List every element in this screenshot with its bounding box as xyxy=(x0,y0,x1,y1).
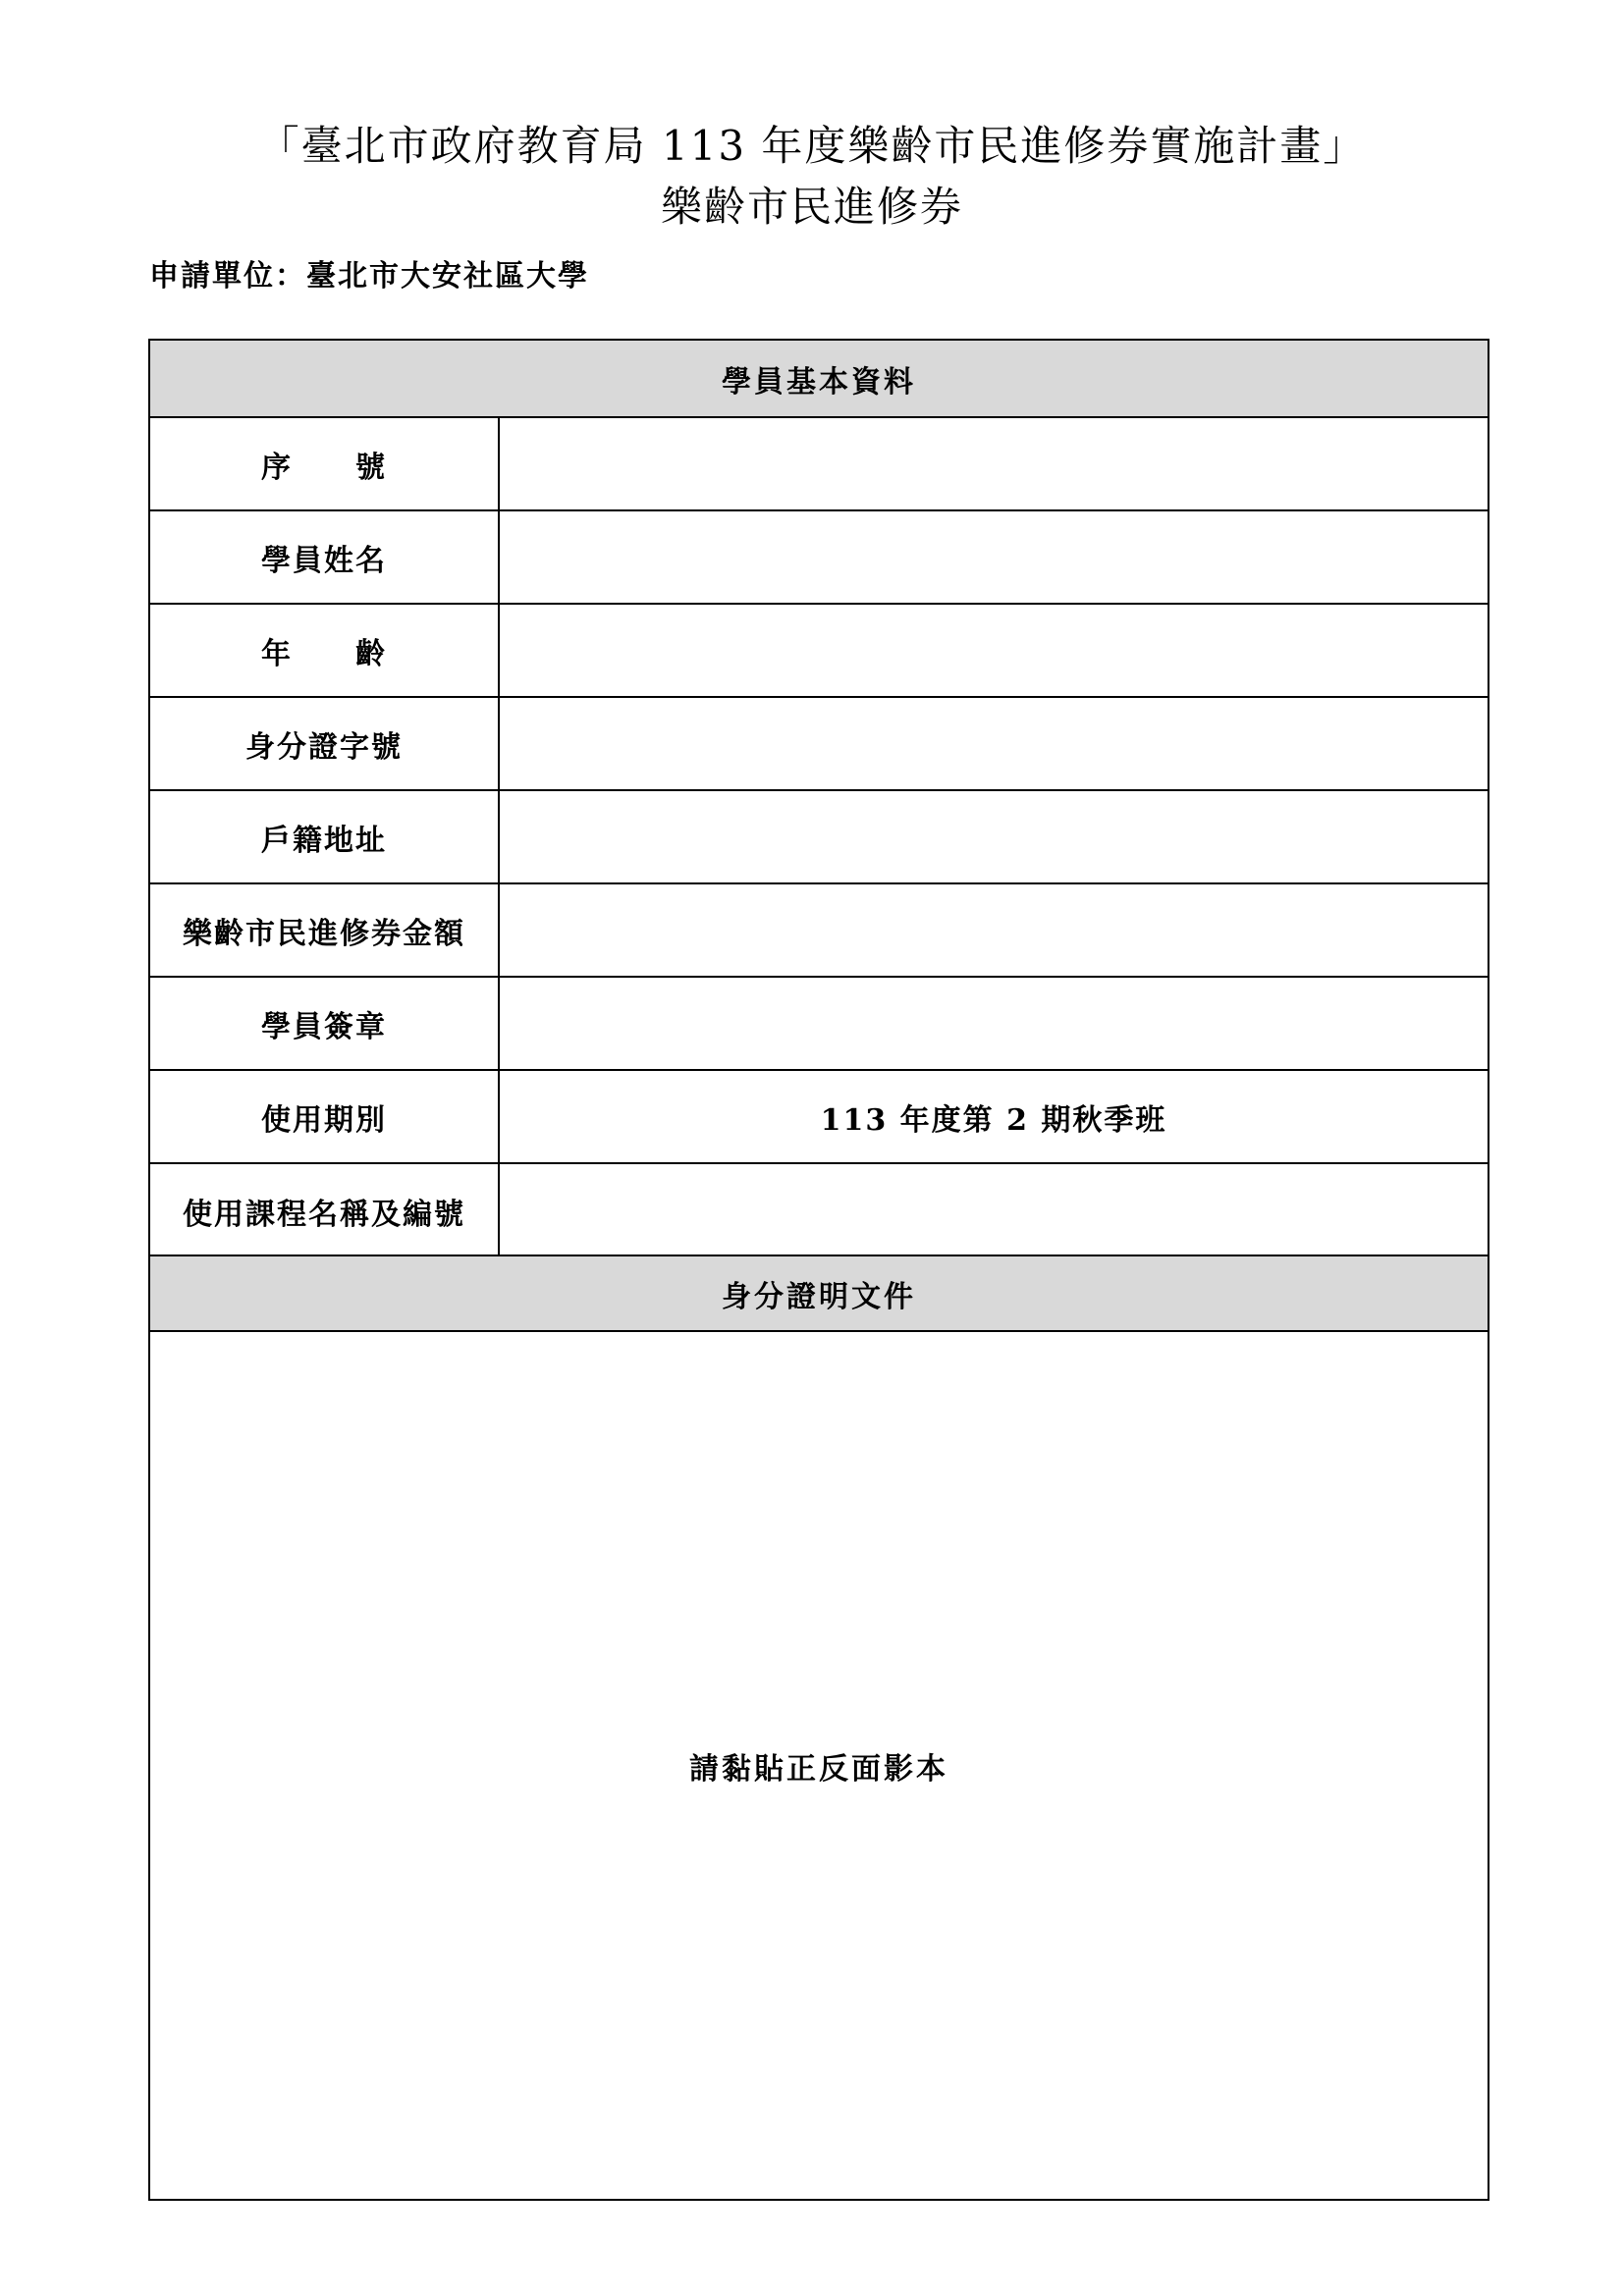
serial-number-field[interactable] xyxy=(500,418,1488,509)
field-label: 使用期別 xyxy=(150,1071,500,1162)
student-signature-field[interactable] xyxy=(500,978,1488,1069)
form-row-id-number xyxy=(150,698,1488,791)
basic-info-rows xyxy=(150,418,1488,1257)
form-row-student-name xyxy=(150,511,1488,605)
field-label: 學員姓名 xyxy=(150,511,500,603)
field-label: 年 齡 xyxy=(150,605,500,696)
form-row-age xyxy=(150,605,1488,698)
paste-instruction: 請黏貼正反面影本 xyxy=(689,1751,948,1787)
field-label: 樂齡市民進修券金額 xyxy=(150,884,500,976)
age-field[interactable] xyxy=(500,605,1488,696)
form-row-student-signature xyxy=(150,978,1488,1071)
id-document-paste-area xyxy=(150,1332,1488,2199)
form-row-usage-period xyxy=(150,1071,1488,1164)
field-label: 戶籍地址 xyxy=(150,791,500,882)
form-row-voucher-amount xyxy=(150,884,1488,978)
field-label: 身分證字號 xyxy=(150,698,500,789)
section-header-id-document: 身分證明文件 xyxy=(150,1255,1488,1332)
field-label: 學員簽章 xyxy=(150,978,500,1069)
course-name-field[interactable] xyxy=(500,1164,1488,1257)
applicant-unit: 申請單位：臺北市大安社區大學 xyxy=(149,259,589,294)
field-label: 序 號 xyxy=(150,418,500,509)
form-row-household-address xyxy=(150,791,1488,884)
form-row-course-name xyxy=(150,1164,1488,1257)
section-header-basic-info: 學員基本資料 xyxy=(150,341,1488,418)
student-name-field[interactable] xyxy=(500,511,1488,603)
usage-period-value: 113 年度第 2 期秋季班 xyxy=(820,1102,1167,1138)
document-subtitle: 樂齡市民進修券 xyxy=(660,183,963,231)
id-number-field[interactable] xyxy=(500,698,1488,789)
household-address-field[interactable] xyxy=(500,791,1488,882)
voucher-amount-field[interactable] xyxy=(500,884,1488,976)
form-row-serial-number xyxy=(150,418,1488,511)
field-label: 使用課程名稱及編號 xyxy=(150,1164,500,1257)
voucher-form xyxy=(148,339,1489,2201)
document-title: 「臺北市政府教育局 113 年度樂齡市民進修券實施計畫」 xyxy=(257,122,1367,170)
